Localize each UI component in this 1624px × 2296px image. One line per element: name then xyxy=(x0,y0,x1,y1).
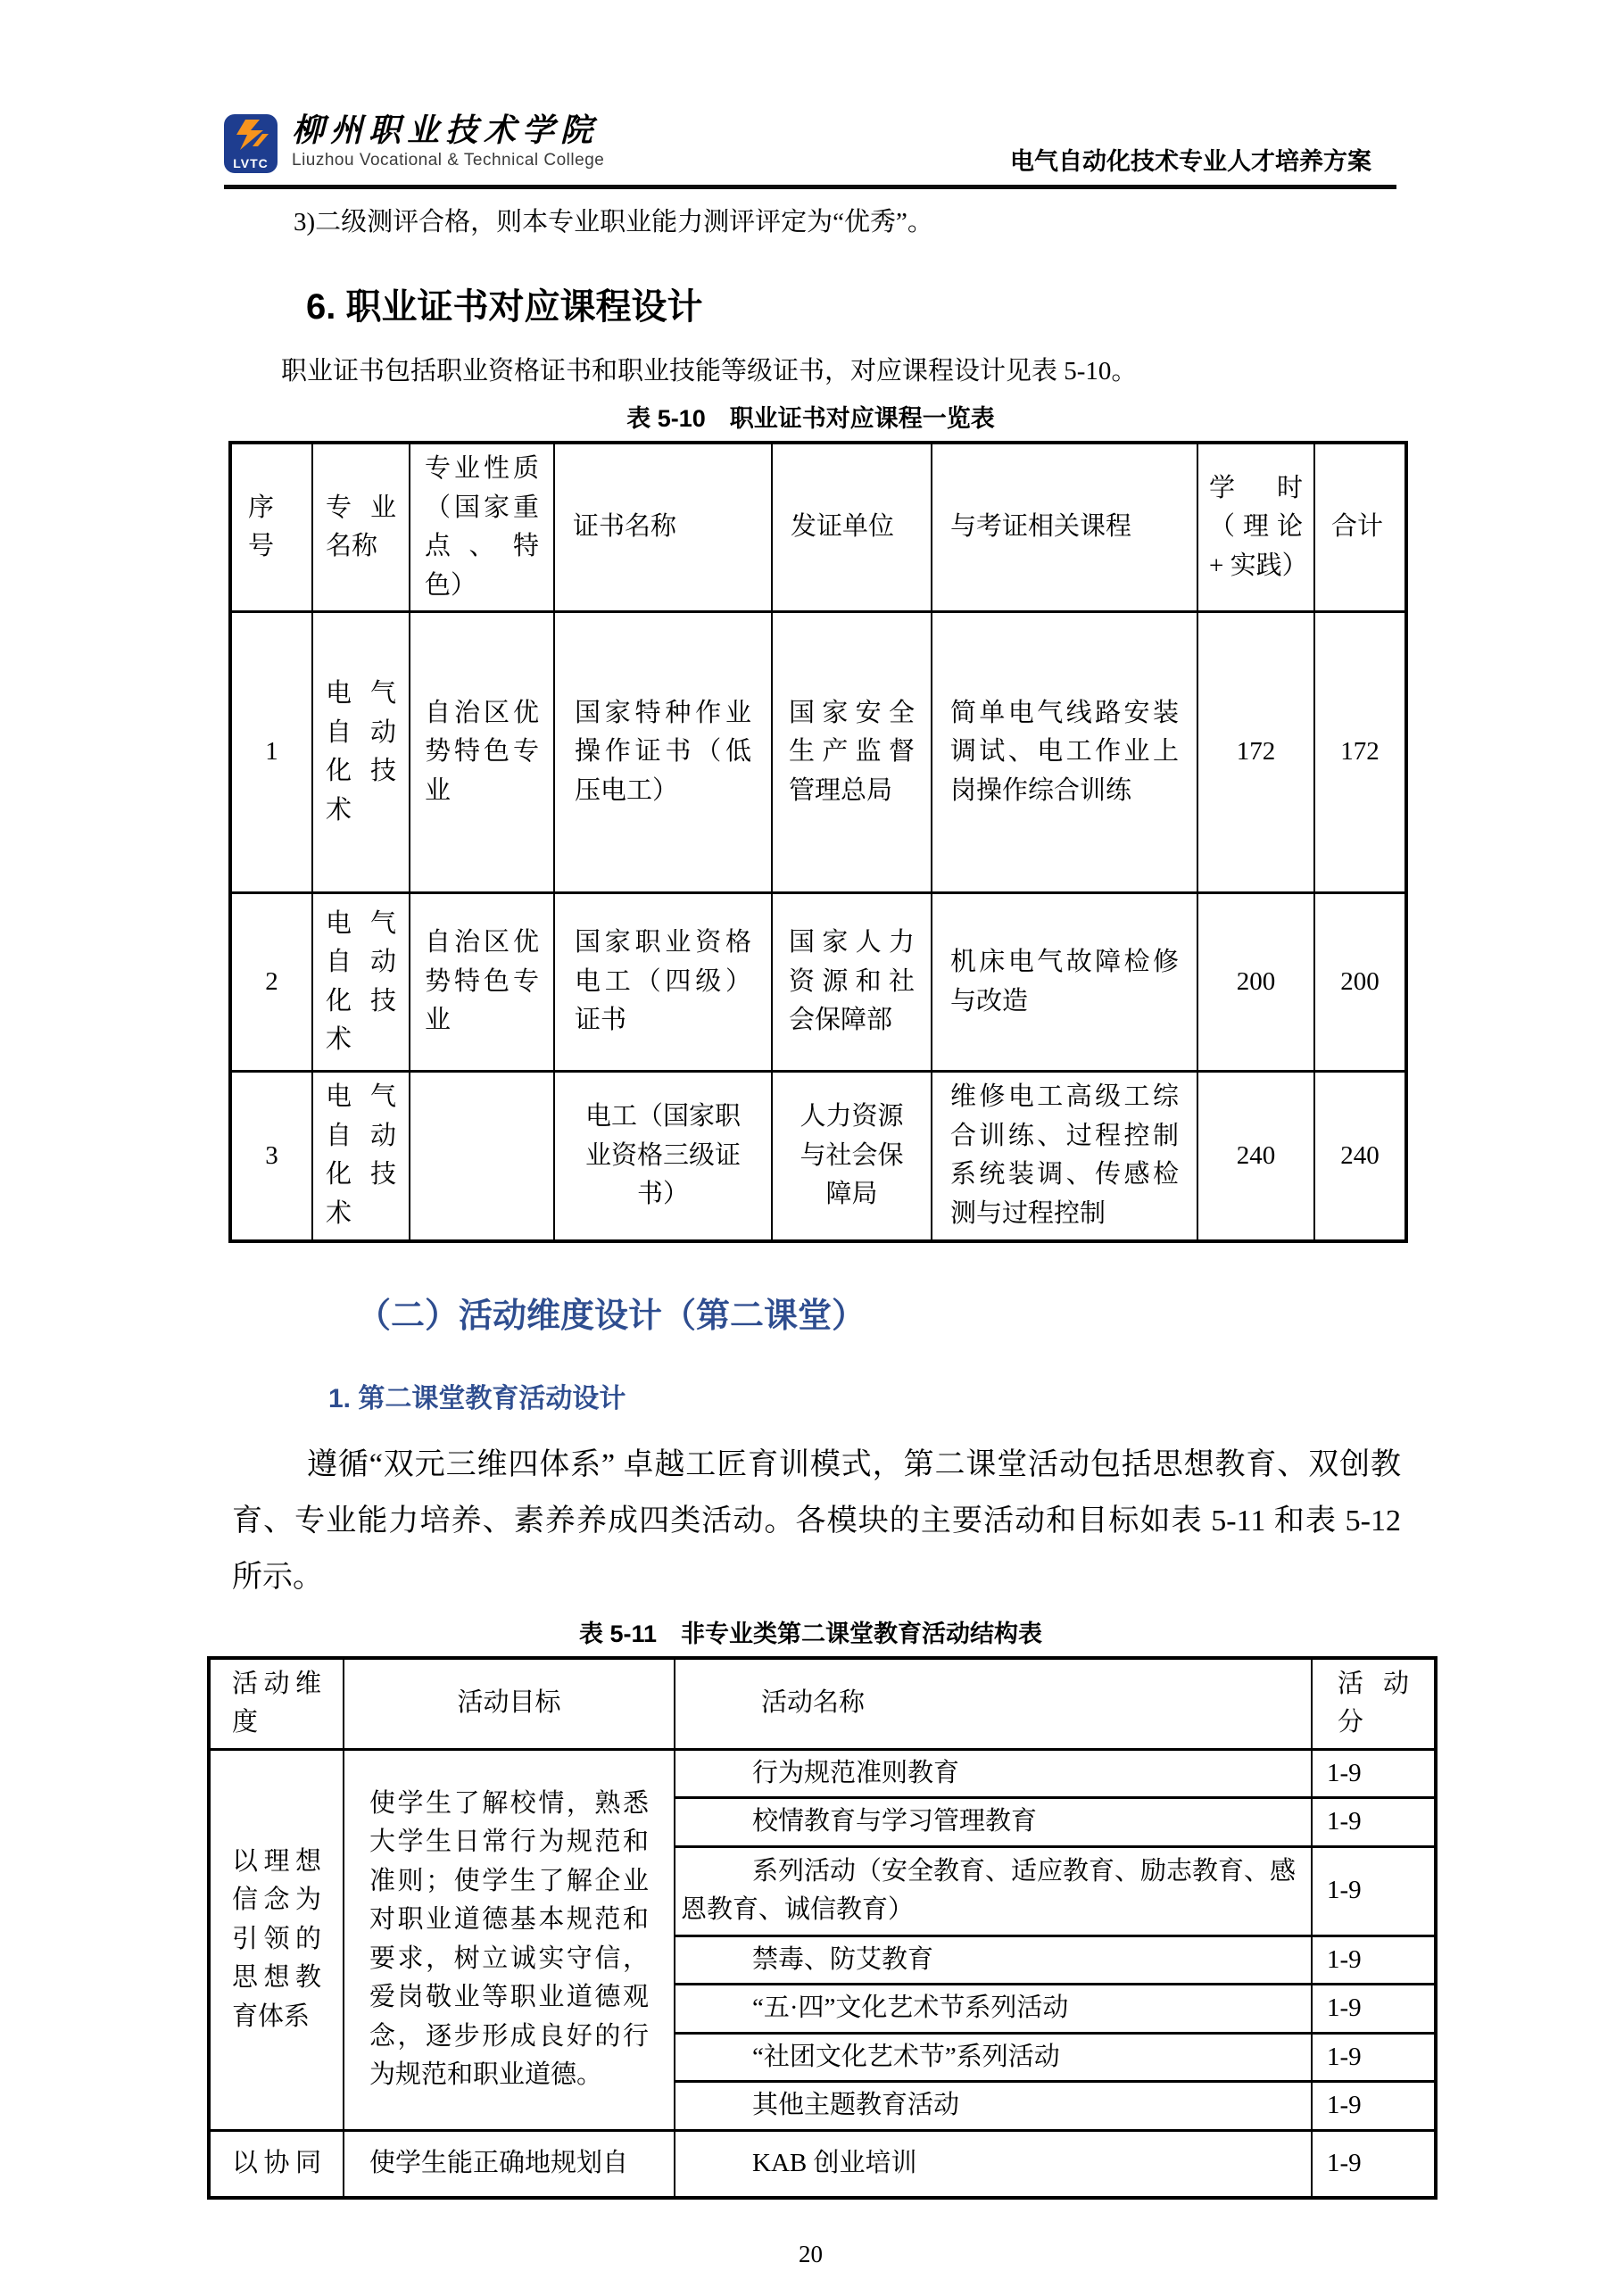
activity-cell: “社团文化艺术节”系列活动 xyxy=(675,2033,1312,2082)
nature-cell: 自治区优势特色专业 xyxy=(410,893,554,1072)
col-header-dimension: 活动维度 xyxy=(209,1658,344,1750)
dimension-cell: 以理想信念为引领的思想教育体系 xyxy=(209,1749,344,2130)
table511-caption: 表 5-11 非专业类第二课堂教育活动结构表 xyxy=(578,1620,1043,1647)
section2-paragraph: 遵循“双元三维四体系” 卓越工匠育训模式，第二课堂活动包括思想教育、双创教育、专业能力培养、素养养成四类活动。各模块的主要活动和目标如表 5-11 和表 5-12 所示。 xyxy=(232,1447,1401,1594)
total-cell: 172 xyxy=(1314,612,1406,893)
activity-cell: “五·四”文化艺术节系列活动 xyxy=(675,1985,1312,2034)
college-name-cn: 柳州职业技术学院 xyxy=(292,112,600,148)
seq-cell: 2 xyxy=(230,893,312,1072)
college-logo-icon xyxy=(224,114,278,173)
cert-cell: 国家特种作业操作证书（低压电工） xyxy=(554,612,772,893)
col-header-courses: 与考证相关课程 xyxy=(932,443,1197,612)
col-header-issuer: 发证单位 xyxy=(772,443,932,612)
total-cell: 240 xyxy=(1314,1072,1406,1241)
activity-cell: 其他主题教育活动 xyxy=(675,2082,1312,2131)
col-header-goal: 活动目标 xyxy=(344,1658,675,1750)
hours-cell: 200 xyxy=(1197,893,1314,1072)
seq-cell: 1 xyxy=(230,612,312,893)
score-cell: 1-9 xyxy=(1312,2082,1436,2131)
hours-cell: 172 xyxy=(1197,612,1314,893)
score-cell: 1-9 xyxy=(1312,1798,1436,1847)
major-cell: 电气自动化技术 xyxy=(312,1072,410,1241)
dimension-cell: 以协同 xyxy=(209,2130,344,2198)
col-header-score: 活动分 xyxy=(1312,1658,1436,1750)
nature-cell: 自治区优势特色专业 xyxy=(410,612,554,893)
section6-heading: 6. 职业证书对应课程设计 xyxy=(306,287,703,327)
issuer-cell: 人力资源与社会保障局 xyxy=(772,1072,932,1241)
table-header-row xyxy=(209,1658,1436,1750)
certificate-course-table xyxy=(228,441,1408,1243)
college-name-en: Liuzhou Vocational & Technical College xyxy=(292,151,605,170)
score-cell: 1-9 xyxy=(1312,1749,1436,1798)
goal-cell: 使学生能正确地规划自 xyxy=(344,2130,675,2198)
score-cell: 1-9 xyxy=(1312,2033,1436,2082)
issuer-cell: 国家安全生产监督管理总局 xyxy=(772,612,932,893)
activity-cell: 禁毒、防艾教育 xyxy=(675,1935,1312,1985)
score-cell: 1-9 xyxy=(1312,2130,1436,2198)
activity-cell: 行为规范准则教育 xyxy=(675,1749,1312,1798)
logo-abbr-text: LVTC xyxy=(233,156,269,170)
hours-cell: 240 xyxy=(1197,1072,1314,1241)
major-cell: 电气自动化技术 xyxy=(312,612,410,893)
lightning-glyph-icon xyxy=(233,120,269,157)
score-cell: 1-9 xyxy=(1312,1985,1436,2034)
intro-paragraph: 3)二级测评合格，则本专业职业能力测评评定为“优秀”。 xyxy=(294,208,933,236)
second-classroom-activity-table xyxy=(207,1656,1438,2201)
activity-cell: 系列活动（安全教育、适应教育、励志教育、感恩教育、诚信教育） xyxy=(675,1846,1312,1935)
col-header-major: 专业名称 xyxy=(312,443,410,612)
table510-caption: 表 5-10 职业证书对应课程一览表 xyxy=(626,405,995,433)
col-header-total: 合计 xyxy=(1314,443,1406,612)
score-cell: 1-9 xyxy=(1312,1935,1436,1985)
col-header-nature: 专业性质（国家重点、特色） xyxy=(410,443,554,612)
col-header-activity: 活动名称 xyxy=(675,1658,1312,1750)
total-cell: 200 xyxy=(1314,893,1406,1072)
page-header xyxy=(224,114,1396,177)
major-cell: 电气自动化技术 xyxy=(312,893,410,1072)
col-header-cert: 证书名称 xyxy=(554,443,772,612)
cert-cell: 国家职业资格电工（四级）证书 xyxy=(554,893,772,1072)
section6-paragraph: 职业证书包括职业资格证书和职业技能等级证书，对应课程设计见表 5-10。 xyxy=(281,357,1138,386)
page-number: 20 xyxy=(799,2241,823,2268)
cert-cell: 电工（国家职业资格三级证书） xyxy=(554,1072,772,1241)
course-cell: 维修电工高级工综合训练、过程控制系统装调、传感检测与过程控制 xyxy=(932,1072,1197,1241)
header-rule xyxy=(224,185,1396,189)
issuer-cell: 国家人力资源和社会保障部 xyxy=(772,893,932,1072)
activity-cell: KAB 创业培训 xyxy=(675,2130,1312,2198)
course-cell: 简单电气线路安装调试、电工作业上岗操作综合训练 xyxy=(932,612,1197,893)
table-row xyxy=(209,2130,1436,2198)
college-name-block xyxy=(292,114,604,170)
nature-cell xyxy=(410,1072,554,1241)
section2-subheading: 1. 第二课堂教育活动设计 xyxy=(328,1383,626,1413)
document-title: 电气自动化技术专业人才培养方案 xyxy=(1010,148,1371,175)
col-header-hours: 学时（理论 + 实践） xyxy=(1197,443,1314,612)
activity-cell: 校情教育与学习管理教育 xyxy=(675,1798,1312,1847)
table-row xyxy=(209,1749,1436,1798)
seq-cell: 3 xyxy=(230,1072,312,1241)
section2-heading: （二）活动维度设计（第二课堂） xyxy=(357,1297,866,1335)
table-header-row xyxy=(230,443,1406,612)
goal-cell: 使学生了解校情，熟悉大学生日常行为规范和准则；使学生了解企业对职业道德基本规范和要求，树立诚实守信，爱岗敬业等职业道德观念，逐步形成良好的行为规范和职业道德。 xyxy=(344,1749,675,2130)
col-header-seq: 序号 xyxy=(230,443,312,612)
table-row xyxy=(230,612,1406,893)
score-cell: 1-9 xyxy=(1312,1846,1436,1935)
table-row xyxy=(230,893,1406,1072)
table-row xyxy=(230,1072,1406,1241)
course-cell: 机床电气故障检修与改造 xyxy=(932,893,1197,1072)
